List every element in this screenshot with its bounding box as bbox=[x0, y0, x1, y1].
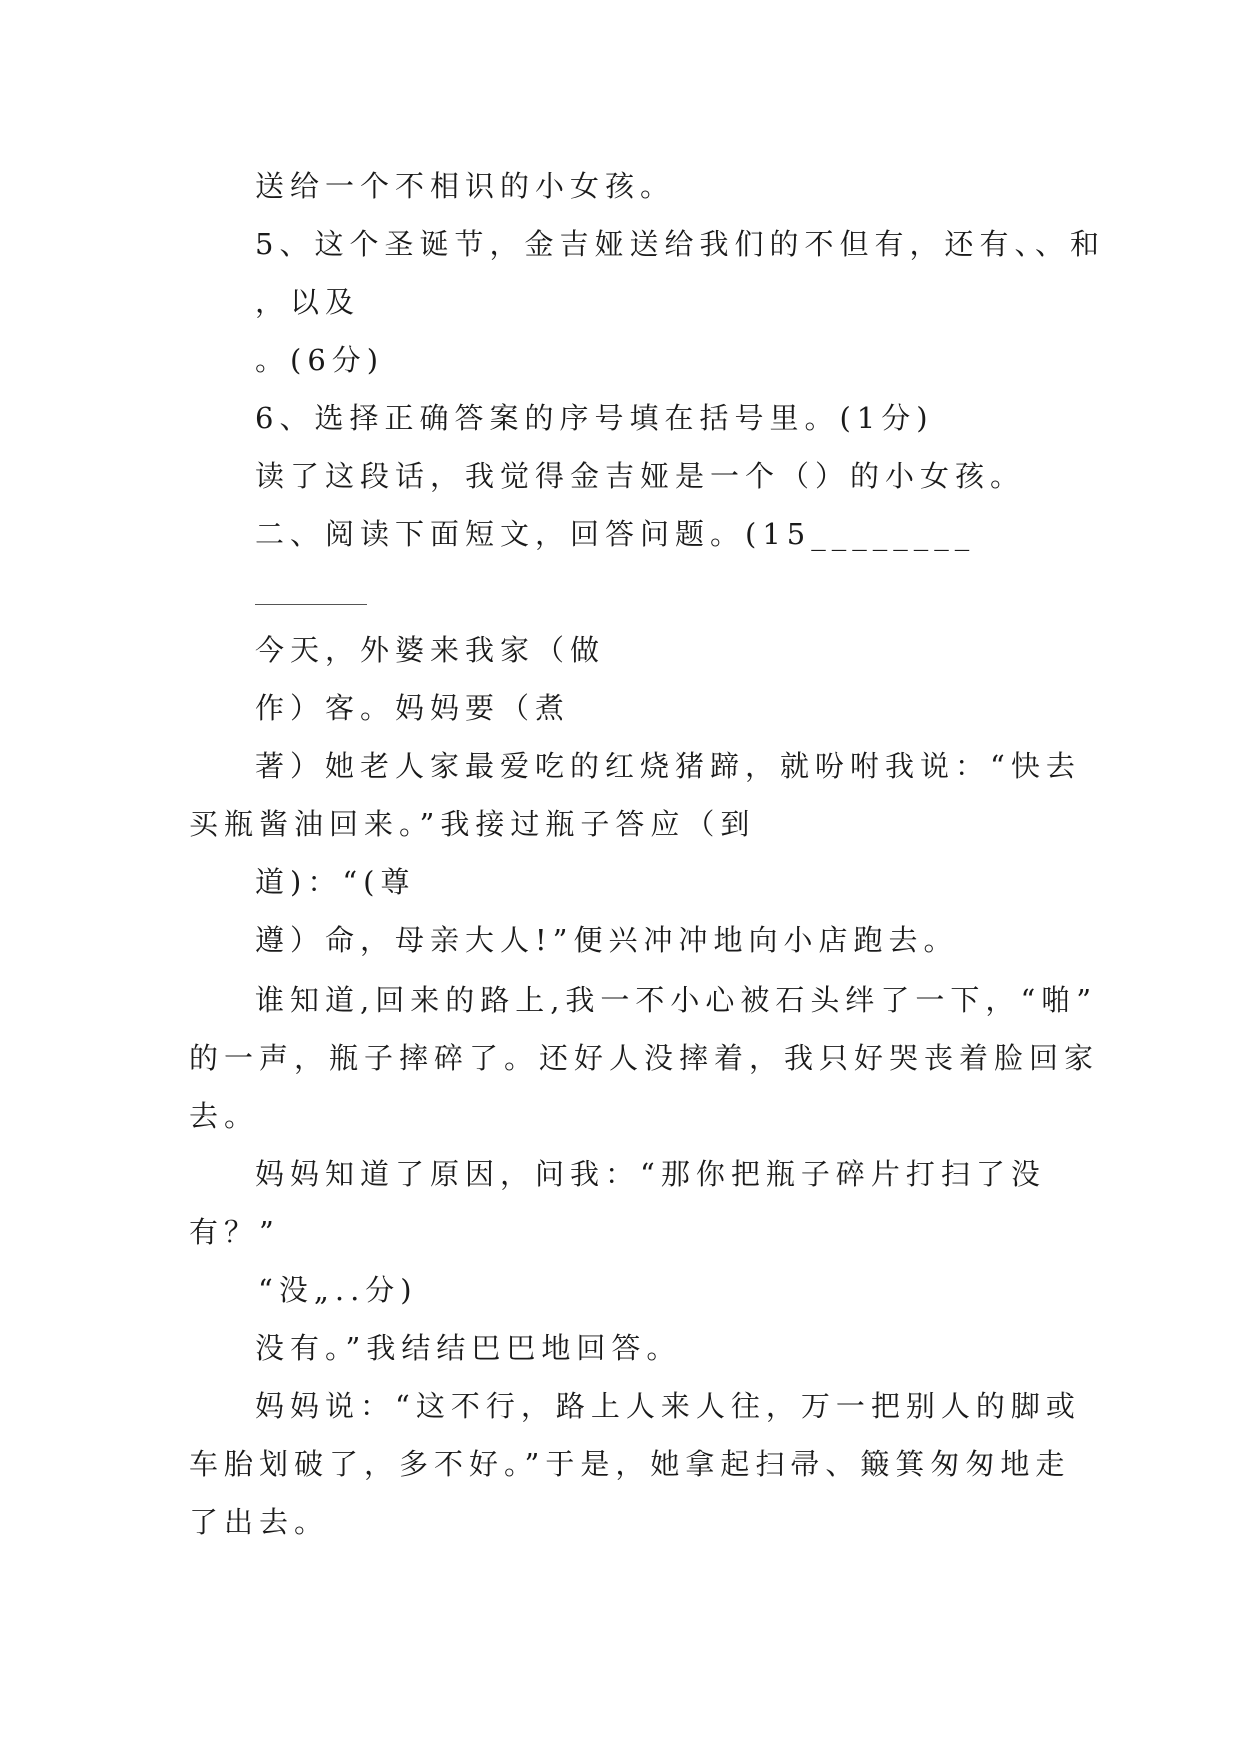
passage-line: “没„..分) bbox=[258, 1273, 418, 1307]
text-line: 读了这段话，我觉得金吉娅是一个（）的小女孩。 bbox=[255, 459, 1026, 493]
passage-line: 了出去。 bbox=[189, 1505, 330, 1539]
passage-line: 车胎划破了，多不好。”于是，她拿起扫帚、簸箕匆匆地走 bbox=[189, 1447, 1071, 1481]
passage-line: 有？” bbox=[189, 1215, 280, 1249]
passage-line: 谁知道,回来的路上,我一不小心被石头绊了一下，“啪” bbox=[255, 983, 1098, 1017]
passage-line: 著）她老人家最爱吃的红烧猪蹄，就吩咐我说：“快去 bbox=[255, 749, 1081, 783]
passage-line: 妈妈说：“这不行，路上人来人往，万一把别人的脚或 bbox=[255, 1389, 1081, 1423]
passage-line: 妈妈知道了原因，问我：“那你把瓶子碎片打扫了没 bbox=[255, 1157, 1046, 1191]
blank-underline bbox=[255, 604, 367, 605]
question-6: 6、选择正确答案的序号填在括号里。(1分) bbox=[255, 401, 934, 435]
question-5: 5、这个圣诞节，金吉娅送给我们的不但有，还有、、和 bbox=[255, 227, 1105, 261]
passage-line: 没有。”我结结巴巴地回答。 bbox=[255, 1331, 682, 1365]
passage-line: 买瓶酱油回来。”我接过瓶子答应（到 bbox=[189, 807, 756, 841]
text-line: ，以及 bbox=[255, 285, 361, 319]
passage-line: 去。 bbox=[189, 1099, 260, 1133]
section-heading: 二、阅读下面短文，回答问题。(15________ bbox=[255, 517, 976, 551]
passage-line: 今天，外婆来我家（做 bbox=[255, 633, 606, 667]
text-line: 送给一个不相识的小女孩。 bbox=[255, 169, 676, 203]
passage-line: 道)：“(尊 bbox=[255, 865, 416, 899]
passage-line: 作）客。妈妈要（煮 bbox=[255, 691, 571, 725]
passage-line: 的一声，瓶子摔碎了。还好人没摔着，我只好哭丧着脸回家 bbox=[189, 1041, 1100, 1075]
text-line: 。(6分) bbox=[255, 343, 385, 377]
passage-line: 遵）命，母亲大人!”便兴冲冲地向小店跑去。 bbox=[255, 923, 959, 957]
